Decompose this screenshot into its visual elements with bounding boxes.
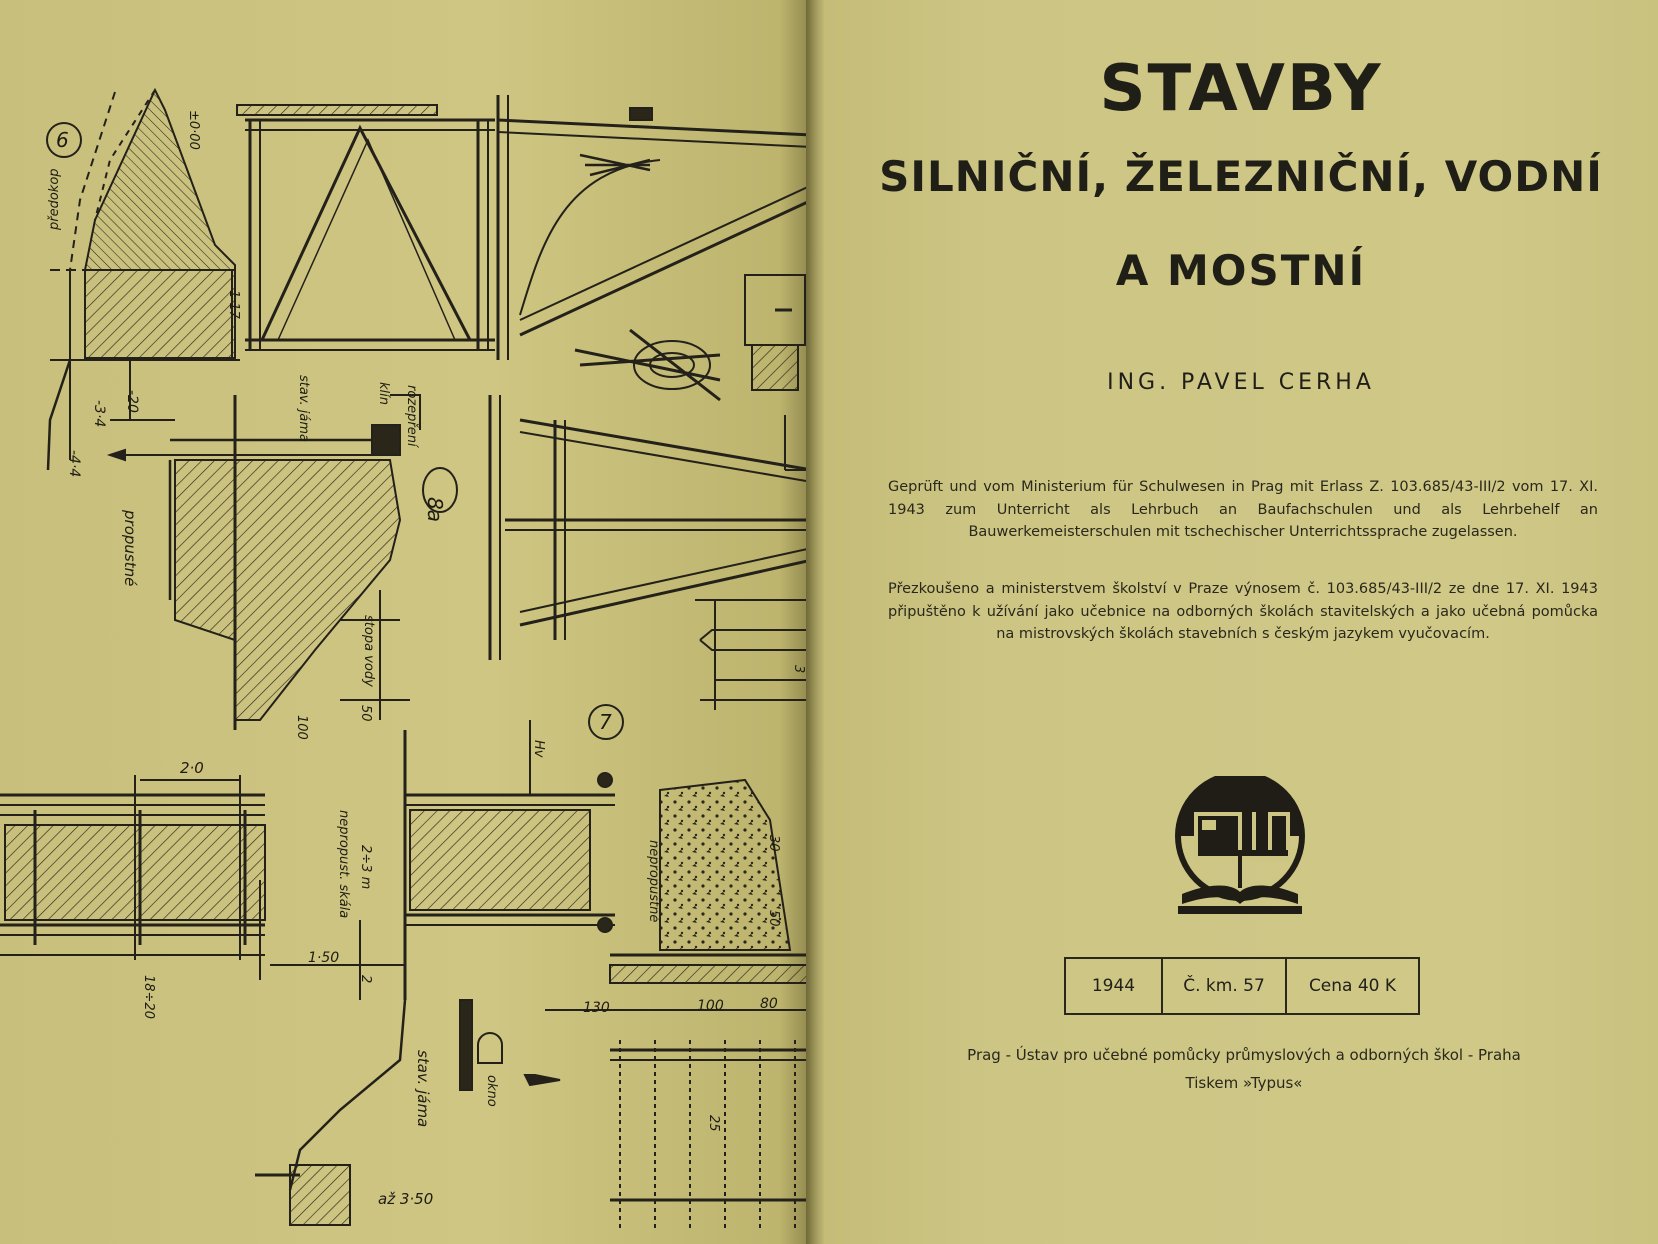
label-dim-30: 30: [766, 835, 781, 852]
publisher-line: Prag - Ústav pro učebné pomůcky průmyslových a odborných škol - Praha: [967, 1046, 1521, 1064]
label-m44: -4·4: [66, 450, 82, 478]
fig7-number: 7: [599, 710, 612, 734]
middle-bracing: [490, 395, 812, 710]
label-neprop: nepropustné: [646, 840, 661, 923]
label-stav-jama: stav. jáma: [296, 375, 311, 442]
label-50: 50: [358, 705, 373, 722]
info-price: Cena 40 K: [1285, 959, 1418, 1013]
approval-czech: Přezkoušeno a ministerstvem školství v Praze výnosem č. 103.685/43-III/2 ze dne 17. XI. 1943 připuštěno k užívání jako učebnice na odborných školách stavitelských a jako učebná pomůcka na mistrovských školách stavebních s českým jazykem vyučovacím.: [888, 581, 1598, 642]
label-117: 1·17: [226, 290, 241, 319]
label-stopa-vody: stopa vody: [361, 615, 376, 687]
board-section: [0, 775, 265, 960]
right-page-title: [824, 0, 1658, 1244]
label-dim-150: 1·50: [308, 950, 340, 966]
label-100: 100: [294, 715, 309, 740]
label-propustne: propustné: [121, 510, 139, 587]
label-az-350: až 3·50: [378, 1190, 434, 1208]
label-hv: Hv: [531, 740, 546, 758]
book-gutter: [806, 0, 826, 1244]
publisher-logo-icon: [1172, 776, 1312, 926]
label-dim-130: 130: [583, 1000, 610, 1016]
book-title: STAVBY: [1099, 52, 1383, 126]
label-rozepreni: rozepření: [404, 385, 419, 447]
label-m20: -20: [124, 390, 140, 413]
label-dim-50b: 50: [766, 910, 781, 927]
book-subtitle-line2: A MOSTNÍ: [1115, 246, 1367, 295]
label-klin: klín: [376, 382, 391, 405]
label-m34: -3·4: [91, 400, 107, 428]
info-catalog-number: Č. km. 57: [1161, 959, 1285, 1013]
fig8a-number: 8a: [423, 497, 447, 522]
book-author: ING. PAVEL CERHA: [1107, 370, 1375, 395]
book-subtitle-line1: SILNIČNÍ, ŽELEZNIČNÍ, VODNÍ: [879, 152, 1603, 201]
book-info-table: [1064, 957, 1420, 1015]
label-okno: okno: [484, 1075, 499, 1107]
label-dim-3: 3: [791, 665, 806, 674]
label-predokop: předokop: [47, 168, 62, 230]
label-neprop-skala: nepropust. skála: [336, 810, 351, 919]
info-year: 1944: [1091, 976, 1136, 996]
label-dim-100: 100: [697, 998, 724, 1014]
truss-frame: [237, 105, 652, 350]
label-dim-2-5m: 2÷3 m: [358, 845, 373, 890]
label-dim-20: 2·0: [180, 759, 204, 777]
approval-german: Geprüft und vom Ministerium für Schulwesen in Prag mit Erlass Z. 103.685/43-III/2 vom 17. XI. 1943 zum Unterricht als Lehrbuch an Baufachschulen und als Lehrbehelf an Bauwerkemeisterschulen mit tschechischer Unterrichtssprache zugelassen.: [888, 479, 1598, 540]
strut-assembly: [498, 95, 812, 400]
label-dim-18-20: 18÷20: [141, 975, 156, 1019]
label-dim-80: 80: [760, 996, 778, 1012]
figure-6: [47, 90, 240, 470]
level-label: ±0·00: [186, 110, 201, 150]
left-page-drawings: [0, 0, 812, 1244]
printer-line: Tiskem »Typus«: [1185, 1074, 1303, 1092]
technical-drawing: [0, 0, 812, 1244]
fig6-number: 6: [56, 128, 69, 152]
label-dim-2: 2: [358, 975, 373, 984]
label-dim-25: 25: [706, 1115, 721, 1132]
label-stav-jama-2: stav. jáma: [414, 1050, 432, 1128]
